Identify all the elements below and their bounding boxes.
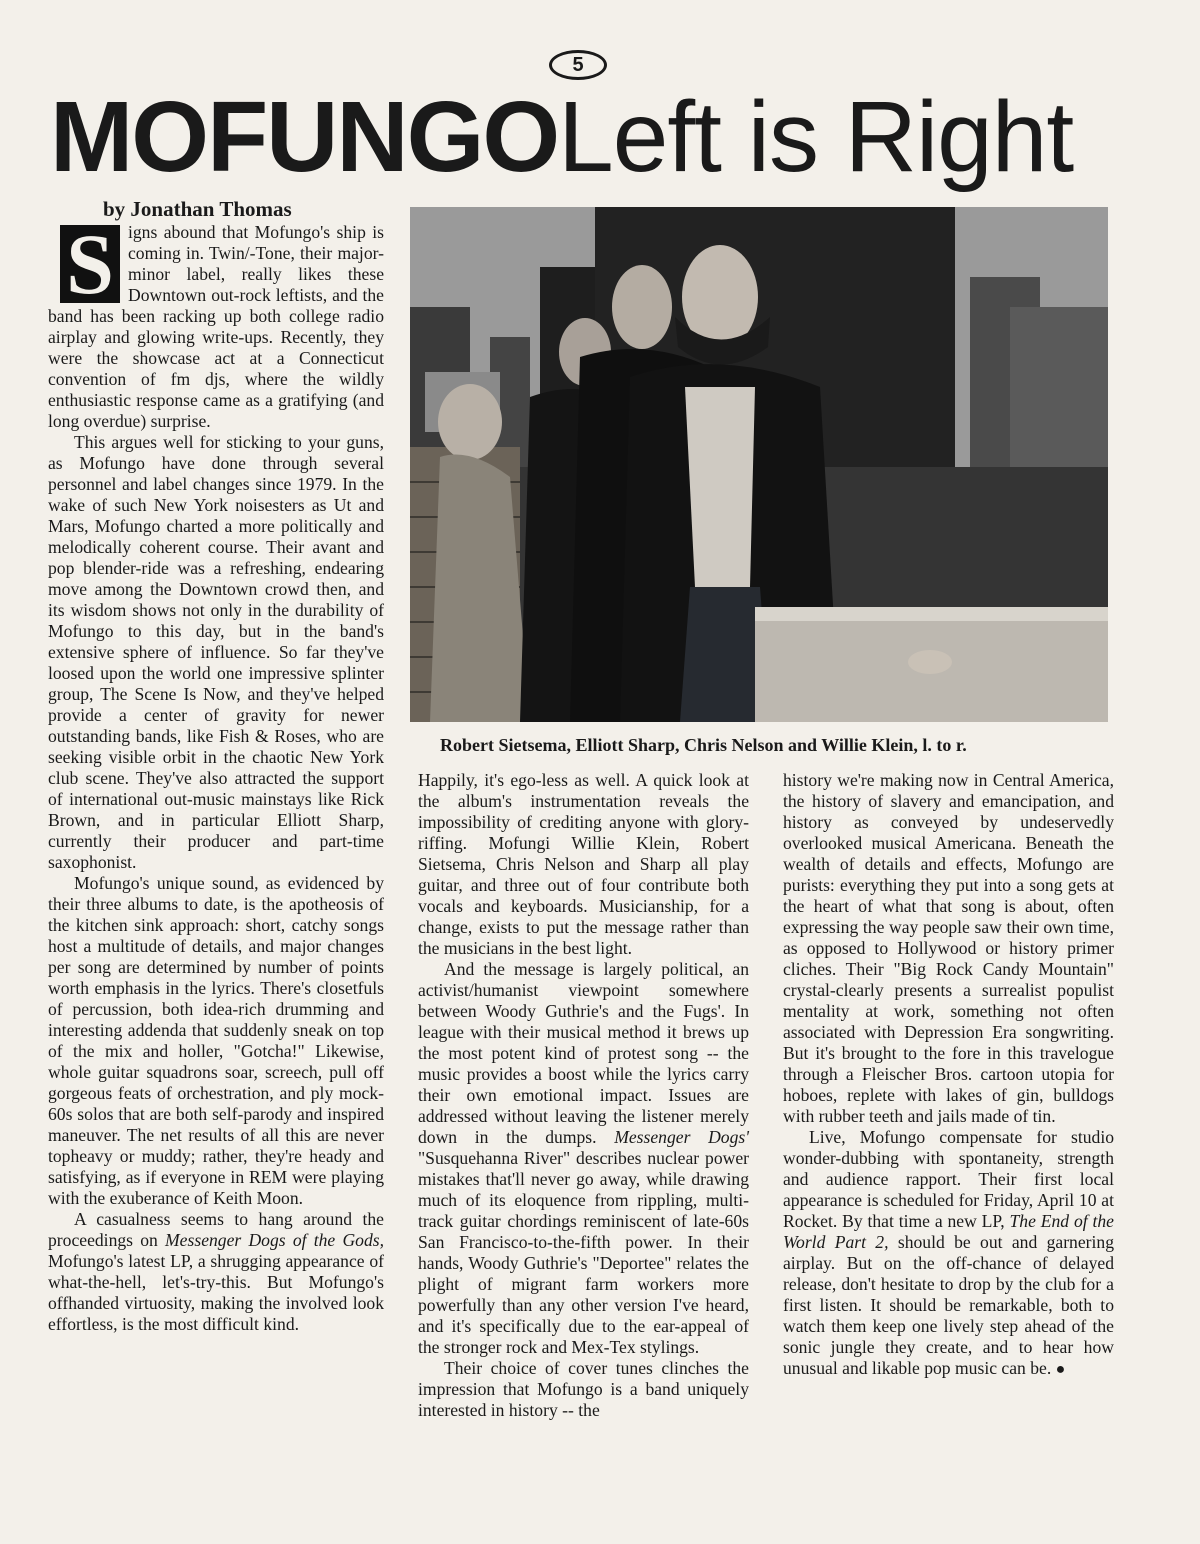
- article-paragraph: [418, 959, 749, 1358]
- album-title: Messenger Dogs': [614, 1127, 749, 1147]
- band-photo: [410, 207, 1108, 722]
- end-mark-icon: ●: [1055, 1361, 1066, 1378]
- paragraph-text: "Susquehanna River" describes nuclear power mistakes that'll never go away, while drawing much of its eloquence from rippling, multi-track guitar chordings reminiscent of late-60s San Francisco-to-the-fifth power. In their hands, Woody Guthrie's "Deportee" relates the plight of migrant farm workers more powerfully than any other version I've heard, and it's specifically due to the ear-appeal of the stronger rock and Mex-Tex stylings.: [418, 1148, 749, 1357]
- article-column-1: [48, 216, 384, 1335]
- photo-caption: Robert Sietsema, Elliott Sharp, Chris Nelson and Willie Klein, l. to r.: [440, 735, 967, 755]
- album-title: Messenger Dogs of the Gods,: [165, 1230, 384, 1250]
- headline-band-name: MOFUNGO: [50, 81, 559, 193]
- band-photo-image: [410, 207, 1108, 722]
- paragraph-text: A casualness seems to hang around the proceedings on: [48, 1209, 384, 1250]
- paragraph-text: Live, Mofungo compensate for studio wonder-dubbing with spontaneity, strength and audience rapport. Their first local appearance is scheduled for Friday, April 10 at Rocket. By that time a new LP,: [783, 1127, 1114, 1231]
- paragraph-text: igns abound that Mofungo's ship is coming in. Twin/-Tone, their major-minor label, really likes these Downtown out-rock leftists, and the band has been racking up both college radio airplay and glowing write-ups. Recently, they were the showcase act at a Connecticut convention of fm djs, where the wildly enthusiastic response came as a gratifying (and long overdue) surprise.: [48, 222, 384, 431]
- article-column-2: [418, 770, 749, 1421]
- article-paragraph: [48, 1209, 384, 1335]
- headline: [50, 82, 1073, 192]
- article-paragraph: This argues well for sticking to your guns, as Mofungo have done through several personnel and label changes since 1979. In the wake of such New York noisesters as Ut and Mars, Mofungo charted a more politically and melodically coherent course. Their avant and pop blender-ride was a refreshing, endearing move among the Downtown crowd then, and its wisdom shows not only in the durability of Mofungo to this day, but in the band's extensive sphere of influence. So far they've loosed upon the world one impressive splinter group, The Scene Is Now, and they've helped provide a center of gravity for newer outstanding bands, like Fish & Roses, who are seeking visible orbit in the chaotic New York club scene. They've also attracted the support of international out-music mainstays like Rick Brown, and in particular Elliott Sharp, currently their producer and part-time saxophonist.: [48, 432, 384, 872]
- paragraph-text: should be out and garnering airplay. But on the off-chance of delayed release, don't hesitate to drop by the club for a first listen. It should be remarkable, both to watch them keep one lively step ahead of the sonic jungle they create, and to hear how unusual and likable pop music can be.: [783, 1232, 1114, 1378]
- article-paragraph: [48, 216, 384, 432]
- page-number: 5: [549, 50, 607, 80]
- article-paragraph: history we're making now in Central America, the history of slavery and emancipation, and history as conveyed by undeservedly overlooked musical Americana. Beneath the wealth of details and effects, Mofungo are purists: everything they put into a song gets at the heart of what that song is about, often expressing the way people saw their own time, as opposed to Hollywood or history primer cliches. Their "Big Rock Candy Mountain" crystal-clearly presents a surrealist populist mentality at work, something not often associated with Depression Era songwriting. But it's brought to the fore in this travelogue through a Fleischer Bros. cartoon utopia for hoboes, replete with lakes of gin, bulldogs with rubber teeth and jails made of tin.: [783, 770, 1114, 1126]
- article-column-3: [783, 770, 1114, 1380]
- paragraph-text: Mofungo's latest LP, a shrugging appearance of what-the-hell, let's-try-this. But Mofungo's offhanded virtuosity, making the involved look effortless, is the most difficult kind.: [48, 1251, 384, 1334]
- article-paragraph: Mofungo's unique sound, as evidenced by their three albums to date, is the apotheosis of the kitchen sink approach: short, catchy songs host a multitude of details, and major changes per song are determined by number of points worth emphasis in the lyrics. There's closetfuls of percussion, both idea-rich drumming and interesting addenda that suddenly sneak on top of the mix and holler, "Gotcha!" Likewise, whole guitar squadrons soar, screech, pull off gorgeous feats of orchestration, and ply mock-60s solos that are both self-parody and inspired maneuver. The net results of all this are never topheavy or muddy; rather, they're heady and satisfying, as if everyone in REM were playing with the exuberance of Keith Moon.: [48, 873, 384, 1208]
- drop-cap: S: [60, 225, 120, 303]
- album-title: The End of the World Part 2,: [783, 1211, 1114, 1252]
- article-paragraph: [783, 1127, 1114, 1380]
- article-paragraph: Happily, it's ego-less as well. A quick look at the album's instrumentation reveals the impossibility of crediting anyone with glory-riffing. Mofungi Willie Klein, Robert Sietsema, Chris Nelson and Sharp all play guitar, and three out of four contribute both vocals and keyboards. Musicianship, for a change, exists to put the message rather than the musicians in the best light.: [418, 770, 749, 958]
- article-paragraph: Their choice of cover tunes clinches the impression that Mofungo is a band uniquely interested in history -- the: [418, 1358, 749, 1420]
- headline-subtitle: Left is Right: [558, 81, 1074, 193]
- paragraph-text: And the message is largely political, an activist/humanist viewpoint somewhere between Woody Guthrie's and the Fugs'. In league with their musical method it brews up the most potent kind of protest song -- the music provides a boost while the lyrics carry their own emotional impact. Issues are addressed without leaving the listener merely down in the dumps.: [418, 959, 749, 1147]
- byline: by Jonathan Thomas: [103, 197, 292, 221]
